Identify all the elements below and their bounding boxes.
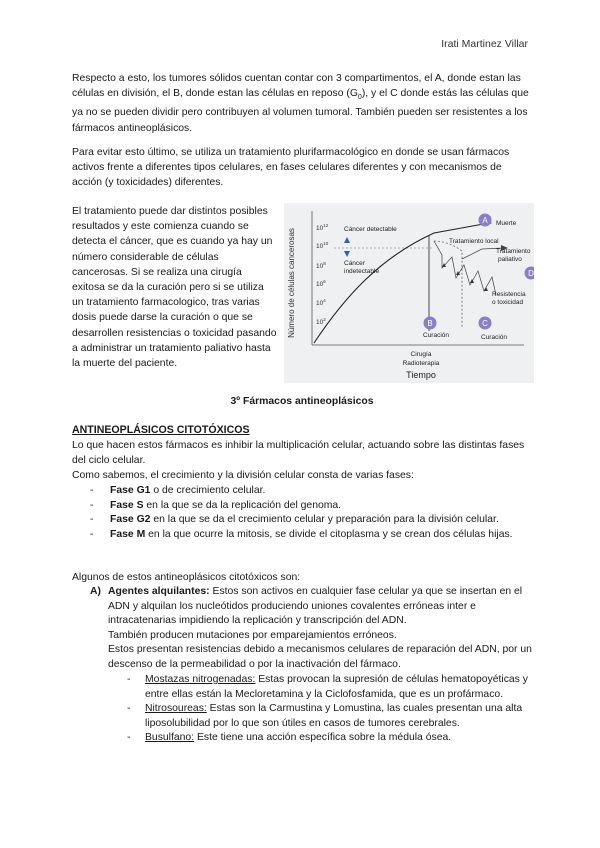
label-curacion-c: Curación xyxy=(481,334,508,341)
phase-item: - Fase M en la que ocurre la mitosis, se divide el citoplasma y se crean dos células hijas. xyxy=(90,528,530,543)
section-paragraph-1: Lo que hacen estos fármacos es inhibir la multiplicación celular, actuando sobre las distintas fases del ciclo celular. xyxy=(72,440,525,467)
label-b: B xyxy=(427,319,433,328)
y-ticks xyxy=(316,223,329,326)
intro-paragraph-2: Para evitar esto último, se utiliza un tratamiento plurifarmacológico en donde se usan fármacos activos frente a diferentes tipos celulares, en fases celulares diferentes y con mecanismos de acción (y toxicidades) diferentes. xyxy=(72,147,510,189)
item-a-line-2: También producen mutaciones por emparejamientos erróneos. xyxy=(108,629,397,641)
tumor-growth-figure xyxy=(284,203,534,383)
ytick-4: $10^4$ xyxy=(316,298,326,307)
dose-arrow-icon xyxy=(442,263,446,267)
subtype-item: - Mostazas nitrogenadas: Estas provocan la supresión de células hematopoyéticas y entre ellas están la Mecloretamina y la Ciclofosfamida, que es un profármaco. xyxy=(127,673,532,702)
down-arrow-icon xyxy=(344,251,350,257)
label-paliativo-1: Tratamiento xyxy=(496,248,531,255)
ytick-12: $10^{12}$ xyxy=(316,223,329,232)
subtype-item: - Nitrosoureas: Estas son la Carmustina y Lomustina, las cuales presentan una alta liposolubilidad por lo que son útiles en casos de tumores cerebrales. xyxy=(127,702,532,731)
cell-phase-list xyxy=(90,484,530,542)
section-paragraph-3: Algunos de estos antineoplásicos citotóxicos son: xyxy=(72,572,301,583)
intro-paragraph-3: El tratamiento puede dar distintos posibles resultados y este comienza cuando se detecta el cáncer, que es cuando ya hay un número considerable de células cancerosas. Si se realiza una cirugía exitosa se da la curación pero si se utiliza un tratamiento farmacologico, tras varias dosis puede darse la curación o que se desarrollen resistencias o toxicidad pasando a administrar un tratamiento paliativo hasta la muerte del paciente. xyxy=(72,206,277,370)
intro-p1-part-a: Respecto a esto, los tumores sólidos cuentan contar con 3 compartimentos, el A, donde estan las células en división, el B, donde estan las células en reposo (G xyxy=(72,73,521,100)
curve-to-c xyxy=(434,241,462,328)
label-resistencia-2: o toxicidad xyxy=(492,299,524,306)
g0-subscript: 0 xyxy=(357,94,362,102)
label-resistencia-1: Resistencia xyxy=(492,291,526,298)
label-undetectable-1: Cáncer xyxy=(344,260,365,267)
x-axis-label: Tiempo xyxy=(406,370,436,380)
label-paliativo-2: paliativo xyxy=(498,256,522,263)
ytick-10: $10^{10}$ xyxy=(316,241,329,250)
label-undetectable-2: indetectable xyxy=(344,268,380,275)
section-subtitle: ANTINEOPLÁSICOS CITOTÓXICOS xyxy=(72,424,250,436)
tumor-growth-svg xyxy=(284,203,534,383)
label-d: D xyxy=(528,269,534,278)
label-c: C xyxy=(482,319,488,328)
label-cirugia: Cirugía xyxy=(410,351,432,358)
chapter-heading: 3º Fármacos antineoplásicos xyxy=(230,396,374,407)
phase-item: - Fase G1 o de crecimiento celular. xyxy=(90,484,530,499)
item-a-label: A) xyxy=(90,586,101,597)
label-curacion-b: Curación xyxy=(423,332,450,339)
dose-arrow-icon xyxy=(484,287,488,291)
author-name: Irati Martinez Villar xyxy=(441,38,528,50)
section-paragraph-2: Como sabemos, el crecimiento y la división celular consta de varias fases: xyxy=(72,470,414,481)
alkylating-subtypes xyxy=(127,673,532,746)
item-a-line-3: Estos presentan resistencias debido a mecanismos celulares de reparación del ADN, por un descenso de la permeabilidad o por la inactivación del fármaco. xyxy=(108,644,532,670)
label-tratamiento-local: Tratamiento local xyxy=(449,238,499,245)
label-radioterapia: Radioterapia xyxy=(402,360,440,367)
ytick-2: $10^2$ xyxy=(316,317,326,326)
label-a: A xyxy=(482,216,488,225)
label-muerte: Muerte xyxy=(496,220,517,227)
agentes-alquilantes-block xyxy=(90,585,535,673)
up-arrow-icon xyxy=(344,237,350,243)
ytick-8: $10^8$ xyxy=(316,261,326,270)
ytick-6: $10^6$ xyxy=(316,279,326,288)
y-axis-label: Número de células cancerosas xyxy=(287,228,296,338)
intro-p1-part-b: ), y el C donde estás las células que ya no se pueden dividir pero contribuyen al volumen tumoral. También pueden ser resistentes a los fármacos antineoplásicos. xyxy=(72,88,529,134)
intro-paragraph-1 xyxy=(72,71,532,136)
phase-item: - Fase S en la que se da la replicación del genoma. xyxy=(90,499,530,514)
subtype-item: - Busulfano: Este tiene una acción específica sobre la médula ósea. xyxy=(127,731,532,746)
label-detectable: Cáncer detectable xyxy=(344,226,397,233)
phase-item: - Fase G2 en la que se da el crecimiento celular y preparación para la división celular. xyxy=(90,513,530,528)
item-a-text: Agentes alquilantes: Estos son activos en cualquier fase celular ya que se insertan en el ADN y alquilan los nucleótidos produciendo uniones covalentes erróneas inter e intracatenarias impidiendo la replicación y transcripción del ADN. xyxy=(108,586,523,627)
